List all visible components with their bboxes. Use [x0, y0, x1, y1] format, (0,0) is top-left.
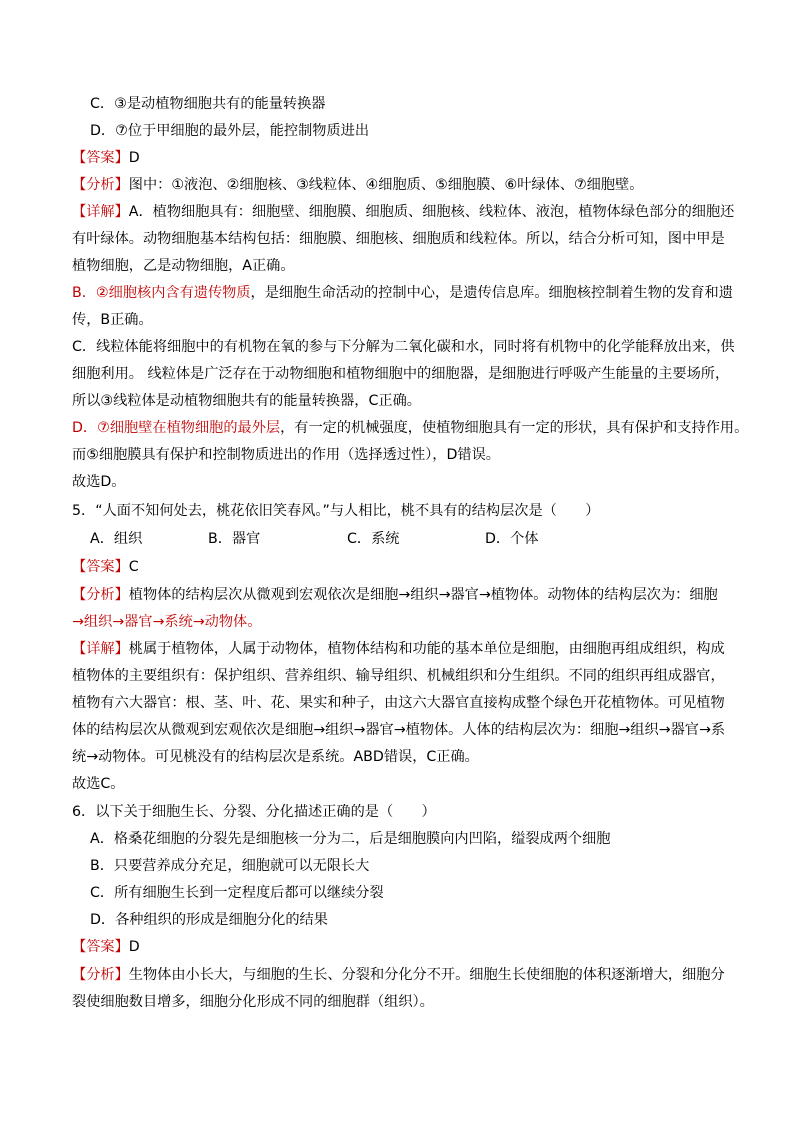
q5-option-a: A．组织 [90, 531, 143, 547]
q6-analysis-line-2: 裂使细胞数目增多，细胞分化形成不同的细胞群（组织）。 [72, 994, 434, 1010]
q5-detail-line-2: 植物体的主要组织有：保护组织、营养组织、输导组织、机械组织和分生组织。不同的组织再组成器官， [72, 668, 725, 684]
q4-option-c: C．③是动植物细胞共有的能量转换器 [90, 96, 326, 112]
highlighted-text: B．②细胞核内含有遗传物质 [72, 285, 251, 301]
q5-analysis-line-1 [72, 585, 732, 605]
q6-option-a: A．格桑花细胞的分裂先是细胞核一分为二，后是细胞膜向内凹陷，缢裂成两个细胞 [90, 831, 611, 847]
q5-answer [72, 557, 732, 577]
detail-label: 【详解】 [72, 204, 129, 220]
q4-answer [72, 148, 732, 168]
answer-value: C [128, 559, 139, 575]
q4-analysis [72, 175, 732, 195]
q4-conclusion: 故选D。 [72, 474, 126, 490]
analysis-label: 【分析】 [72, 587, 129, 603]
q5-detail-line-5: 统→动物体。可见桃没有的结构层次是系统。ABD错误，C正确。 [72, 749, 479, 765]
answer-label: 【答案】 [72, 559, 129, 575]
highlighted-text: D．⑦细胞壁在植物细胞的最外层 [72, 420, 281, 436]
q4-detail-line-1 [72, 202, 735, 222]
q6-analysis-line-1 [72, 965, 732, 985]
answer-label: 【答案】 [72, 939, 129, 955]
q4-detail-line-2: 有叶绿体。动物细胞基本结构包括：细胞膜、细胞核、细胞质和线粒体。所以，结合分析可知，图中甲是 [72, 231, 725, 247]
q5-option-b: B．器官 [208, 531, 261, 547]
analysis-text: 生物体由小长大，与细胞的生长、分裂和分化分不开。细胞生长使细胞的体积逐渐增大，细胞分 [128, 967, 725, 983]
answer-value: D [128, 150, 140, 166]
q5-detail-line-1 [72, 639, 732, 659]
q5-conclusion: 故选C。 [72, 776, 125, 792]
answer-value: D [128, 939, 140, 955]
detail-text: 桃属于植物体，人属于动物体，植物体结构和功能的基本单位是细胞，由细胞再组成组织，构成 [128, 641, 725, 657]
answer-label: 【答案】 [72, 150, 129, 166]
q4-d-line-2: 而⑤细胞膜具有保护和控制物质进出的作用（选择透过性），D错误。 [72, 447, 500, 463]
body-text: ，是细胞生命活动的控制中心，是遗传信息库。细胞核控制着生物的发育和遗 [250, 285, 733, 301]
q5-detail-line-4: 体的结构层次从微观到宏观依次是细胞→组织→器官→植物体。人体的结构层次为：细胞→组织→器官→系 [72, 722, 726, 738]
analysis-label: 【分析】 [72, 967, 129, 983]
q6-option-b: B．只要营养成分充足，细胞就可以无限长大 [90, 858, 370, 874]
q4-detail-line-3: 植物细胞，乙是动物细胞，A正确。 [72, 258, 295, 274]
q4-c-line-1: C．线粒体能将细胞中的有机物在氧的参与下分解为二氧化碳和水，同时将有机物中的化学能释放出来，供 [72, 339, 735, 355]
q5-analysis-line-2: →组织→器官→系统→动物体。 [72, 614, 262, 630]
q6-option-d: D．各种组织的形成是细胞分化的结果 [90, 912, 328, 928]
q6-stem: 6．以下关于细胞生长、分裂、分化描述正确的是（ ） [72, 804, 436, 820]
q4-d-line-1 [72, 418, 749, 438]
q4-c-line-2: 细胞利用。 线粒体是广泛存在于动物细胞和植物细胞中的细胞器，是细胞进行呼吸产生能量的主要场所， [72, 366, 730, 382]
q5-option-d: D．个体 [485, 531, 539, 547]
q4-c-line-3: 所以③线粒体是动植物细胞共有的能量转换器，C正确。 [72, 393, 421, 409]
body-text: ，有一定的机械强度，使植物细胞具有一定的形状，具有保护和支持作用。 [280, 420, 749, 436]
q4-option-d: D．⑦位于甲细胞的最外层，能控制物质进出 [90, 123, 370, 139]
q4-b-line-1 [72, 283, 732, 303]
detail-text: A．植物细胞具有：细胞壁、细胞膜、细胞质、细胞核、线粒体、液泡，植物体绿色部分的细胞还 [128, 204, 735, 220]
q5-detail-line-3: 植物有六大器官：根、茎、叶、花、果实和种子，由这六大器官直接构成整个绿色开花植物体。可见植物 [72, 695, 725, 711]
q6-answer [72, 937, 732, 957]
detail-label: 【详解】 [72, 641, 129, 657]
analysis-text: 植物体的结构层次从微观到宏观依次是细胞→组织→器官→植物体。动物体的结构层次为：细胞 [128, 587, 718, 603]
analysis-text: 图中：①液泡、②细胞核、③线粒体、④细胞质、⑤细胞膜、⑥叶绿体、⑦细胞壁。 [128, 177, 644, 193]
q4-b-line-2: 传，B正确。 [72, 312, 153, 328]
q6-option-c: C．所有细胞生长到一定程度后都可以继续分裂 [90, 885, 384, 901]
analysis-label: 【分析】 [72, 177, 129, 193]
q5-option-c: C．系统 [347, 531, 400, 547]
q5-stem: 5．“人面不知何处去，桃花依旧笑春风。”与人相比，桃不具有的结构层次是（ ） [72, 503, 600, 519]
